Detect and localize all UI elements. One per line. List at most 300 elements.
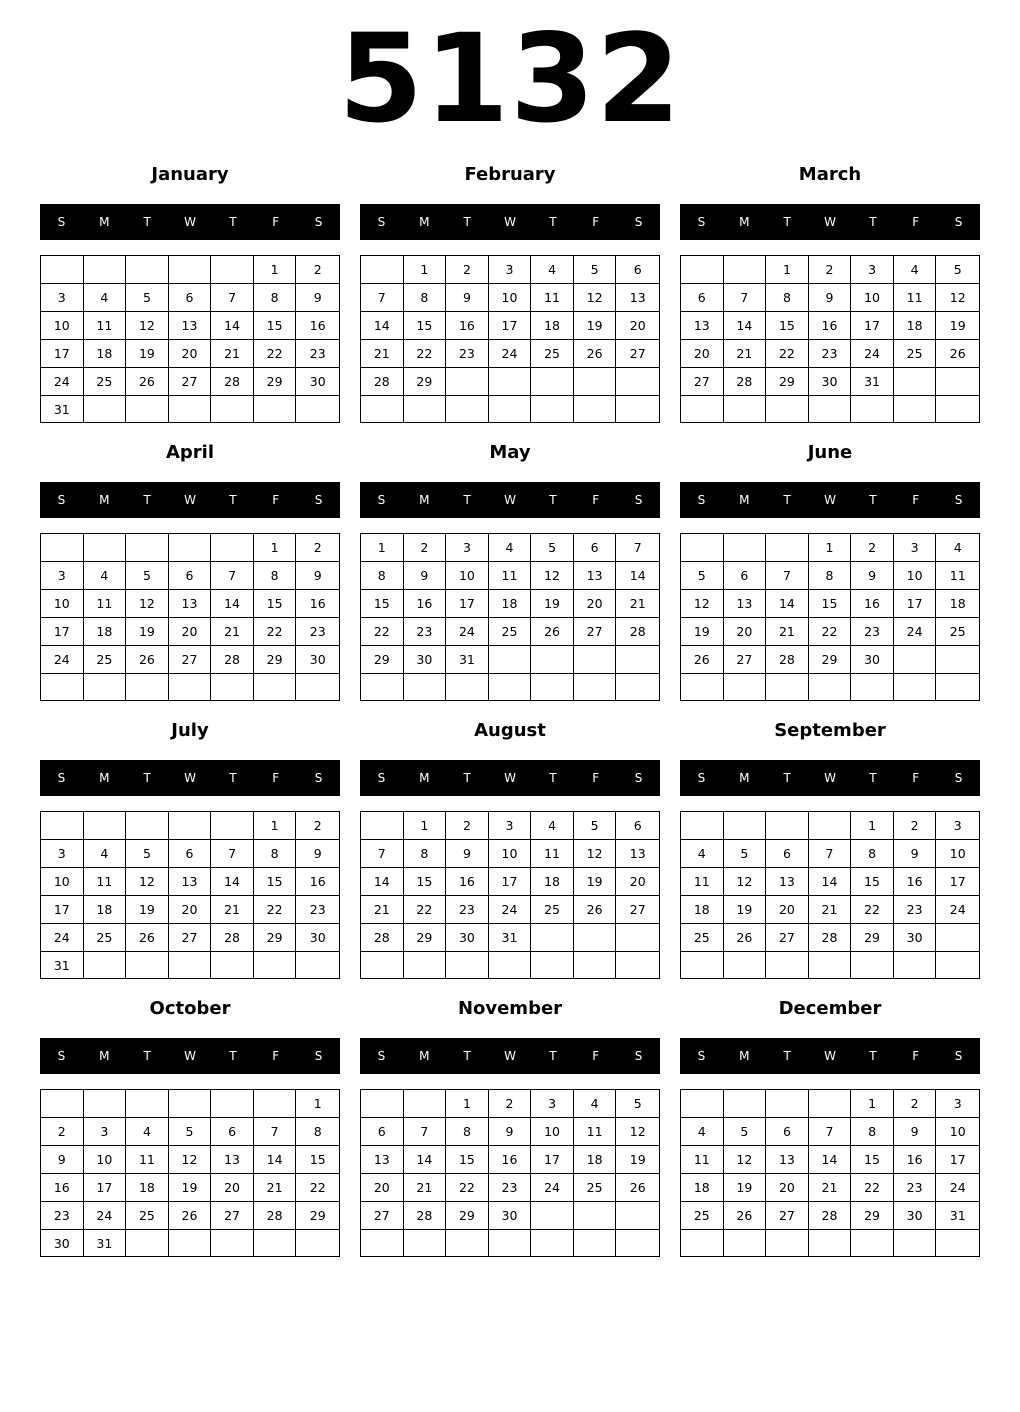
empty-day-cell: [851, 396, 894, 422]
day-cell: 17: [936, 1146, 979, 1174]
day-cell: 29: [296, 1202, 339, 1230]
empty-day-cell: [724, 396, 767, 422]
empty-day-cell: [41, 812, 84, 840]
day-cell: 8: [254, 562, 297, 590]
weekday-label: M: [739, 771, 750, 785]
weekday-label: T: [549, 493, 557, 507]
month-october: [40, 990, 340, 1260]
day-cell: 17: [851, 312, 894, 340]
empty-day-cell: [531, 952, 574, 978]
weekday-label: S: [314, 493, 323, 507]
day-cell: 1: [404, 812, 447, 840]
empty-day-cell: [41, 256, 84, 284]
empty-day-cell: [404, 1230, 447, 1256]
empty-day-cell: [894, 368, 937, 396]
weekday-label: S: [57, 771, 66, 785]
day-cell: 25: [894, 340, 937, 368]
weekday-label: W: [504, 493, 516, 507]
day-cell: 12: [724, 1146, 767, 1174]
empty-day-cell: [851, 952, 894, 978]
empty-day-cell: [84, 674, 127, 700]
day-cell: 15: [361, 590, 404, 618]
day-cell: 7: [404, 1118, 447, 1146]
day-cell: 1: [851, 1090, 894, 1118]
day-cell: 28: [211, 924, 254, 952]
day-cell: 14: [766, 590, 809, 618]
weekday-label: S: [697, 215, 706, 229]
day-cell: 1: [254, 534, 297, 562]
empty-day-cell: [169, 256, 212, 284]
weekday-label: M: [419, 771, 430, 785]
day-cell: 13: [574, 562, 617, 590]
day-cell: 17: [41, 896, 84, 924]
weekday-header: [360, 204, 660, 240]
day-cell: 25: [84, 646, 127, 674]
weekday-label: S: [697, 771, 706, 785]
day-cell: 8: [404, 840, 447, 868]
weekday-label: F: [272, 493, 280, 507]
month-name: July: [171, 720, 209, 741]
day-cell: 3: [936, 812, 979, 840]
day-cell: 19: [574, 868, 617, 896]
weekday-label: F: [592, 493, 600, 507]
day-cell: 27: [361, 1202, 404, 1230]
day-cell: 28: [361, 924, 404, 952]
day-cell: 13: [681, 312, 724, 340]
weekday-label: T: [229, 215, 237, 229]
empty-day-cell: [574, 924, 617, 952]
empty-day-cell: [894, 674, 937, 700]
empty-day-cell: [84, 952, 127, 979]
empty-day-cell: [361, 674, 404, 700]
day-cell: 8: [446, 1118, 489, 1146]
day-cell: 20: [616, 312, 659, 340]
day-cell: 18: [936, 590, 979, 618]
empty-day-cell: [766, 952, 809, 978]
empty-day-cell: [809, 674, 852, 700]
empty-day-cell: [41, 674, 84, 700]
empty-day-cell: [126, 256, 169, 284]
empty-day-cell: [126, 1090, 169, 1118]
weekday-label: F: [912, 215, 920, 229]
day-grid: [680, 533, 980, 701]
day-cell: 7: [254, 1118, 297, 1146]
day-cell: 30: [41, 1230, 84, 1257]
day-cell: 16: [404, 590, 447, 618]
day-cell: 28: [809, 924, 852, 952]
empty-day-cell: [84, 396, 127, 423]
month-december: [680, 990, 980, 1260]
day-cell: 21: [211, 340, 254, 368]
empty-day-cell: [296, 1230, 339, 1257]
empty-day-cell: [361, 1090, 404, 1118]
month-name: January: [151, 164, 229, 185]
day-cell: 15: [851, 1146, 894, 1174]
day-cell: 18: [681, 896, 724, 924]
empty-day-cell: [574, 952, 617, 978]
day-cell: 23: [446, 340, 489, 368]
weekday-label: M: [419, 493, 430, 507]
weekday-label: M: [739, 493, 750, 507]
day-cell: 11: [531, 284, 574, 312]
empty-day-cell: [766, 1230, 809, 1256]
day-cell: 5: [574, 812, 617, 840]
empty-day-cell: [809, 396, 852, 422]
empty-day-cell: [531, 924, 574, 952]
empty-day-cell: [41, 1090, 84, 1118]
empty-day-cell: [936, 674, 979, 700]
empty-day-cell: [809, 952, 852, 978]
day-cell: 26: [724, 924, 767, 952]
day-cell: 29: [851, 924, 894, 952]
empty-day-cell: [766, 396, 809, 422]
empty-day-cell: [574, 368, 617, 396]
day-cell: 22: [361, 618, 404, 646]
day-cell: 6: [766, 840, 809, 868]
day-cell: 11: [936, 562, 979, 590]
day-cell: 19: [681, 618, 724, 646]
weekday-label: F: [592, 771, 600, 785]
empty-day-cell: [489, 646, 532, 674]
weekday-label: T: [549, 771, 557, 785]
day-cell: 6: [616, 256, 659, 284]
day-cell: 6: [766, 1118, 809, 1146]
empty-day-cell: [531, 396, 574, 422]
empty-day-cell: [681, 534, 724, 562]
day-cell: 9: [296, 562, 339, 590]
weekday-label: W: [824, 1049, 836, 1063]
day-cell: 1: [296, 1090, 339, 1118]
weekday-label: F: [592, 215, 600, 229]
empty-day-cell: [361, 952, 404, 978]
day-cell: 23: [446, 896, 489, 924]
day-cell: 10: [41, 312, 84, 340]
day-cell: 21: [809, 1174, 852, 1202]
day-cell: 6: [361, 1118, 404, 1146]
day-cell: 21: [724, 340, 767, 368]
day-grid: [680, 1089, 980, 1257]
day-cell: 20: [361, 1174, 404, 1202]
day-cell: 20: [169, 618, 212, 646]
empty-day-cell: [724, 1090, 767, 1118]
day-cell: 2: [296, 534, 339, 562]
empty-day-cell: [936, 646, 979, 674]
weekday-label: S: [634, 215, 643, 229]
empty-day-cell: [254, 952, 297, 979]
day-cell: 28: [404, 1202, 447, 1230]
weekday-label: T: [229, 771, 237, 785]
day-cell: 20: [681, 340, 724, 368]
empty-day-cell: [126, 952, 169, 979]
day-cell: 4: [681, 840, 724, 868]
empty-day-cell: [296, 952, 339, 979]
day-cell: 21: [361, 896, 404, 924]
empty-day-cell: [211, 534, 254, 562]
day-cell: 16: [296, 590, 339, 618]
day-cell: 2: [894, 1090, 937, 1118]
day-cell: 9: [894, 1118, 937, 1146]
day-cell: 25: [681, 924, 724, 952]
empty-day-cell: [809, 1090, 852, 1118]
day-cell: 17: [41, 340, 84, 368]
day-cell: 19: [936, 312, 979, 340]
day-cell: 17: [446, 590, 489, 618]
day-cell: 31: [489, 924, 532, 952]
month-march: [680, 156, 980, 426]
day-cell: 8: [404, 284, 447, 312]
day-cell: 19: [126, 618, 169, 646]
day-cell: 20: [724, 618, 767, 646]
day-cell: 31: [41, 952, 84, 979]
day-cell: 23: [296, 340, 339, 368]
empty-day-cell: [211, 1230, 254, 1257]
day-cell: 25: [531, 340, 574, 368]
empty-day-cell: [84, 256, 127, 284]
day-cell: 14: [211, 868, 254, 896]
empty-day-cell: [169, 1090, 212, 1118]
day-cell: 17: [531, 1146, 574, 1174]
day-cell: 9: [489, 1118, 532, 1146]
day-cell: 28: [361, 368, 404, 396]
weekday-label: S: [377, 215, 386, 229]
day-cell: 1: [446, 1090, 489, 1118]
empty-day-cell: [531, 368, 574, 396]
day-cell: 24: [41, 368, 84, 396]
weekday-label: W: [504, 215, 516, 229]
empty-day-cell: [894, 1230, 937, 1256]
day-cell: 27: [169, 646, 212, 674]
empty-day-cell: [724, 674, 767, 700]
day-cell: 6: [616, 812, 659, 840]
day-cell: 8: [254, 284, 297, 312]
empty-day-cell: [766, 534, 809, 562]
day-cell: 11: [574, 1118, 617, 1146]
empty-day-cell: [169, 812, 212, 840]
day-cell: 12: [724, 868, 767, 896]
day-cell: 27: [766, 1202, 809, 1230]
day-cell: 5: [724, 840, 767, 868]
weekday-label: W: [184, 215, 196, 229]
day-cell: 10: [894, 562, 937, 590]
day-cell: 1: [254, 812, 297, 840]
day-cell: 27: [169, 924, 212, 952]
day-grid: [40, 1089, 340, 1257]
day-cell: 8: [809, 562, 852, 590]
day-cell: 6: [169, 562, 212, 590]
empty-day-cell: [296, 674, 339, 700]
day-cell: 14: [211, 590, 254, 618]
day-cell: 8: [851, 840, 894, 868]
empty-day-cell: [446, 368, 489, 396]
weekday-header: [680, 482, 980, 518]
day-cell: 19: [169, 1174, 212, 1202]
day-cell: 22: [254, 618, 297, 646]
day-cell: 12: [169, 1146, 212, 1174]
day-cell: 20: [766, 1174, 809, 1202]
month-july: [40, 712, 340, 982]
day-cell: 11: [84, 312, 127, 340]
day-cell: 22: [766, 340, 809, 368]
month-name: June: [807, 442, 853, 463]
empty-day-cell: [211, 1090, 254, 1118]
day-cell: 31: [84, 1230, 127, 1257]
day-cell: 16: [41, 1174, 84, 1202]
empty-day-cell: [489, 674, 532, 700]
day-cell: 2: [809, 256, 852, 284]
day-cell: 1: [254, 256, 297, 284]
day-cell: 28: [211, 646, 254, 674]
month-name: March: [798, 164, 862, 185]
empty-day-cell: [681, 952, 724, 978]
day-cell: 3: [851, 256, 894, 284]
empty-day-cell: [489, 368, 532, 396]
weekday-label: T: [463, 493, 471, 507]
day-cell: 2: [404, 534, 447, 562]
empty-day-cell: [531, 1230, 574, 1256]
empty-day-cell: [574, 674, 617, 700]
empty-day-cell: [211, 952, 254, 979]
day-cell: 9: [894, 840, 937, 868]
day-cell: 28: [809, 1202, 852, 1230]
weekday-label: T: [783, 1049, 791, 1063]
weekday-label: F: [912, 493, 920, 507]
day-cell: 5: [531, 534, 574, 562]
weekday-label: S: [57, 493, 66, 507]
day-cell: 4: [126, 1118, 169, 1146]
empty-day-cell: [41, 534, 84, 562]
day-cell: 26: [616, 1174, 659, 1202]
weekday-label: T: [463, 771, 471, 785]
weekday-label: T: [783, 215, 791, 229]
day-cell: 29: [254, 924, 297, 952]
day-cell: 22: [404, 896, 447, 924]
weekday-header: [360, 482, 660, 518]
day-cell: 20: [616, 868, 659, 896]
day-cell: 23: [851, 618, 894, 646]
day-cell: 9: [446, 840, 489, 868]
day-cell: 5: [574, 256, 617, 284]
day-cell: 15: [254, 312, 297, 340]
empty-day-cell: [724, 534, 767, 562]
day-cell: 29: [766, 368, 809, 396]
day-cell: 29: [254, 368, 297, 396]
day-cell: 28: [211, 368, 254, 396]
day-cell: 26: [531, 618, 574, 646]
weekday-label: T: [229, 493, 237, 507]
day-cell: 24: [936, 1174, 979, 1202]
day-cell: 13: [616, 284, 659, 312]
empty-day-cell: [936, 1230, 979, 1256]
day-cell: 10: [936, 840, 979, 868]
weekday-label: S: [377, 771, 386, 785]
day-cell: 7: [724, 284, 767, 312]
day-cell: 18: [894, 312, 937, 340]
day-cell: 8: [254, 840, 297, 868]
empty-day-cell: [254, 1230, 297, 1257]
day-cell: 5: [616, 1090, 659, 1118]
day-cell: 7: [361, 284, 404, 312]
day-cell: 15: [254, 590, 297, 618]
empty-day-cell: [616, 924, 659, 952]
weekday-label: T: [549, 1049, 557, 1063]
day-cell: 10: [936, 1118, 979, 1146]
empty-day-cell: [766, 1090, 809, 1118]
day-cell: 24: [936, 896, 979, 924]
day-cell: 24: [489, 896, 532, 924]
empty-day-cell: [681, 812, 724, 840]
day-cell: 16: [894, 1146, 937, 1174]
day-cell: 21: [809, 896, 852, 924]
day-cell: 28: [254, 1202, 297, 1230]
weekday-label: F: [272, 771, 280, 785]
weekday-label: S: [314, 1049, 323, 1063]
weekday-label: W: [184, 493, 196, 507]
day-cell: 30: [894, 924, 937, 952]
day-cell: 30: [296, 368, 339, 396]
day-cell: 19: [724, 896, 767, 924]
day-cell: 6: [169, 840, 212, 868]
day-cell: 15: [446, 1146, 489, 1174]
day-cell: 19: [126, 896, 169, 924]
weekday-label: T: [869, 215, 877, 229]
weekday-label: T: [463, 215, 471, 229]
day-grid: [40, 533, 340, 701]
empty-day-cell: [616, 396, 659, 422]
weekday-header: [40, 204, 340, 240]
empty-day-cell: [681, 396, 724, 422]
day-cell: 21: [404, 1174, 447, 1202]
weekday-label: S: [634, 771, 643, 785]
day-grid: [360, 533, 660, 701]
weekday-header: [360, 1038, 660, 1074]
day-cell: 18: [84, 896, 127, 924]
empty-day-cell: [211, 812, 254, 840]
day-cell: 14: [404, 1146, 447, 1174]
weekday-label: F: [272, 215, 280, 229]
empty-day-cell: [361, 396, 404, 422]
day-cell: 26: [126, 924, 169, 952]
day-cell: 30: [809, 368, 852, 396]
day-grid: [360, 255, 660, 423]
empty-day-cell: [724, 1230, 767, 1256]
day-cell: 31: [936, 1202, 979, 1230]
empty-day-cell: [489, 396, 532, 422]
day-cell: 24: [41, 924, 84, 952]
empty-day-cell: [936, 368, 979, 396]
day-cell: 5: [681, 562, 724, 590]
day-cell: 29: [254, 646, 297, 674]
day-cell: 7: [361, 840, 404, 868]
weekday-header: [680, 1038, 980, 1074]
day-grid: [360, 811, 660, 979]
day-cell: 8: [766, 284, 809, 312]
day-cell: 18: [531, 312, 574, 340]
day-cell: 13: [616, 840, 659, 868]
day-cell: 20: [211, 1174, 254, 1202]
day-cell: 15: [851, 868, 894, 896]
day-cell: 11: [681, 1146, 724, 1174]
day-cell: 14: [361, 312, 404, 340]
day-cell: 14: [724, 312, 767, 340]
month-february: [360, 156, 660, 426]
day-cell: 2: [41, 1118, 84, 1146]
day-cell: 21: [211, 618, 254, 646]
day-cell: 11: [489, 562, 532, 590]
day-cell: 5: [724, 1118, 767, 1146]
day-cell: 16: [851, 590, 894, 618]
weekday-label: T: [869, 493, 877, 507]
day-cell: 13: [211, 1146, 254, 1174]
